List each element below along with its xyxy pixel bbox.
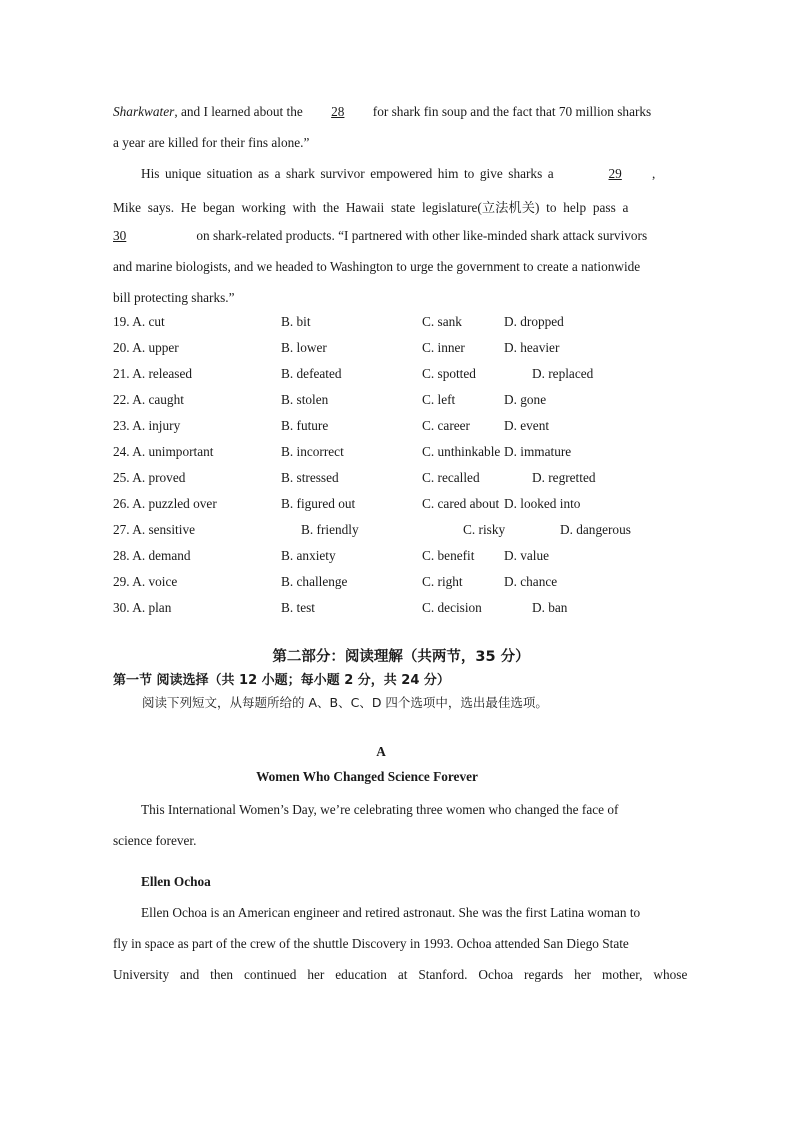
- section-instructions: 阅读下列短文，从每题所给的 A、B、C、D 四个选项中，选出最佳选项。: [142, 695, 548, 710]
- question-19: 19. A. cut B. bit C. sank D. dropped: [113, 314, 564, 329]
- passage-a-p1-line-1: This International Women’s Day, we’re celebrating three women who changed the face of: [141, 802, 619, 817]
- passage-line-7: bill protecting sharks.”: [113, 290, 235, 305]
- passage-line-4: Mike says. He began working with the Hawaii state legislature(立法机关) to help pass a: [113, 200, 629, 215]
- question-20: 20. A. upper B. lower C. inner D. heavier: [113, 340, 560, 355]
- passage-line-6: and marine biologists, and we headed to Washington to urge the government to create a nationwide: [113, 259, 641, 274]
- passage-line-5: 30 on shark-related products. “I partnered with other like-minded shark attack survivors: [113, 228, 648, 243]
- film-title: Sharkwater: [113, 104, 175, 119]
- question-26: 26. A. puzzled over B. figured out C. cared about D. looked into: [113, 496, 581, 511]
- passage-a-subhead: Ellen Ochoa: [141, 874, 211, 889]
- question-23: 23. A. injury B. future C. career D. event: [113, 418, 550, 433]
- blank-30: 30: [113, 228, 127, 243]
- question-27: 27. A. sensitive B. friendly C. risky D. dangerous: [113, 522, 631, 537]
- question-25: 25. A. proved B. stressed C. recalled D. regretted: [113, 470, 596, 485]
- passage-line-2: a year are killed for their fins alone.”: [113, 135, 310, 150]
- passage-a-p1-line-2: science forever.: [113, 833, 197, 848]
- passage-line-1: Sharkwater, and I learned about the 28 for shark fin soup and the fact that 70 million sharks: [113, 104, 652, 119]
- question-29: 29. A. voice B. challenge C. right D. chance: [113, 574, 558, 589]
- question-28: 28. A. demand B. anxiety C. benefit D. value: [113, 548, 550, 563]
- blank-28: 28: [331, 104, 345, 119]
- passage-a-p2-line-2: fly in space as part of the crew of the shuttle Discovery in 1993. Ochoa attended San Diego State: [113, 936, 629, 951]
- passage-line-3: His unique situation as a shark survivor empowered him to give sharks a 29 ,: [141, 166, 656, 181]
- passage-a-p2-line-1: Ellen Ochoa is an American engineer and retired astronaut. She was the first Latina woman to: [141, 905, 641, 920]
- question-22: 22. A. caught B. stolen C. left D. gone: [113, 392, 547, 407]
- question-21: 21. A. released B. defeated C. spotted D. replaced: [113, 366, 594, 381]
- passage-title: Women Who Changed Science Forever: [256, 769, 478, 784]
- question-24: 24. A. unimportant B. incorrect C. unthinkable D. immature: [113, 444, 572, 459]
- blank-29: 29: [608, 166, 622, 181]
- passage-a-p2-line-3: University and then continued her education at Stanford. Ochoa regards her mother, whose: [113, 967, 688, 982]
- passage-letter: A: [376, 744, 386, 759]
- question-30: 30. A. plan B. test C. decision D. ban: [113, 600, 568, 615]
- section-subheading: 第一节 阅读选择（共 12 小题；每小题 2 分，共 24 分）: [113, 673, 450, 688]
- section-heading: 第二部分：阅读理解（共两节，35 分）: [272, 649, 530, 665]
